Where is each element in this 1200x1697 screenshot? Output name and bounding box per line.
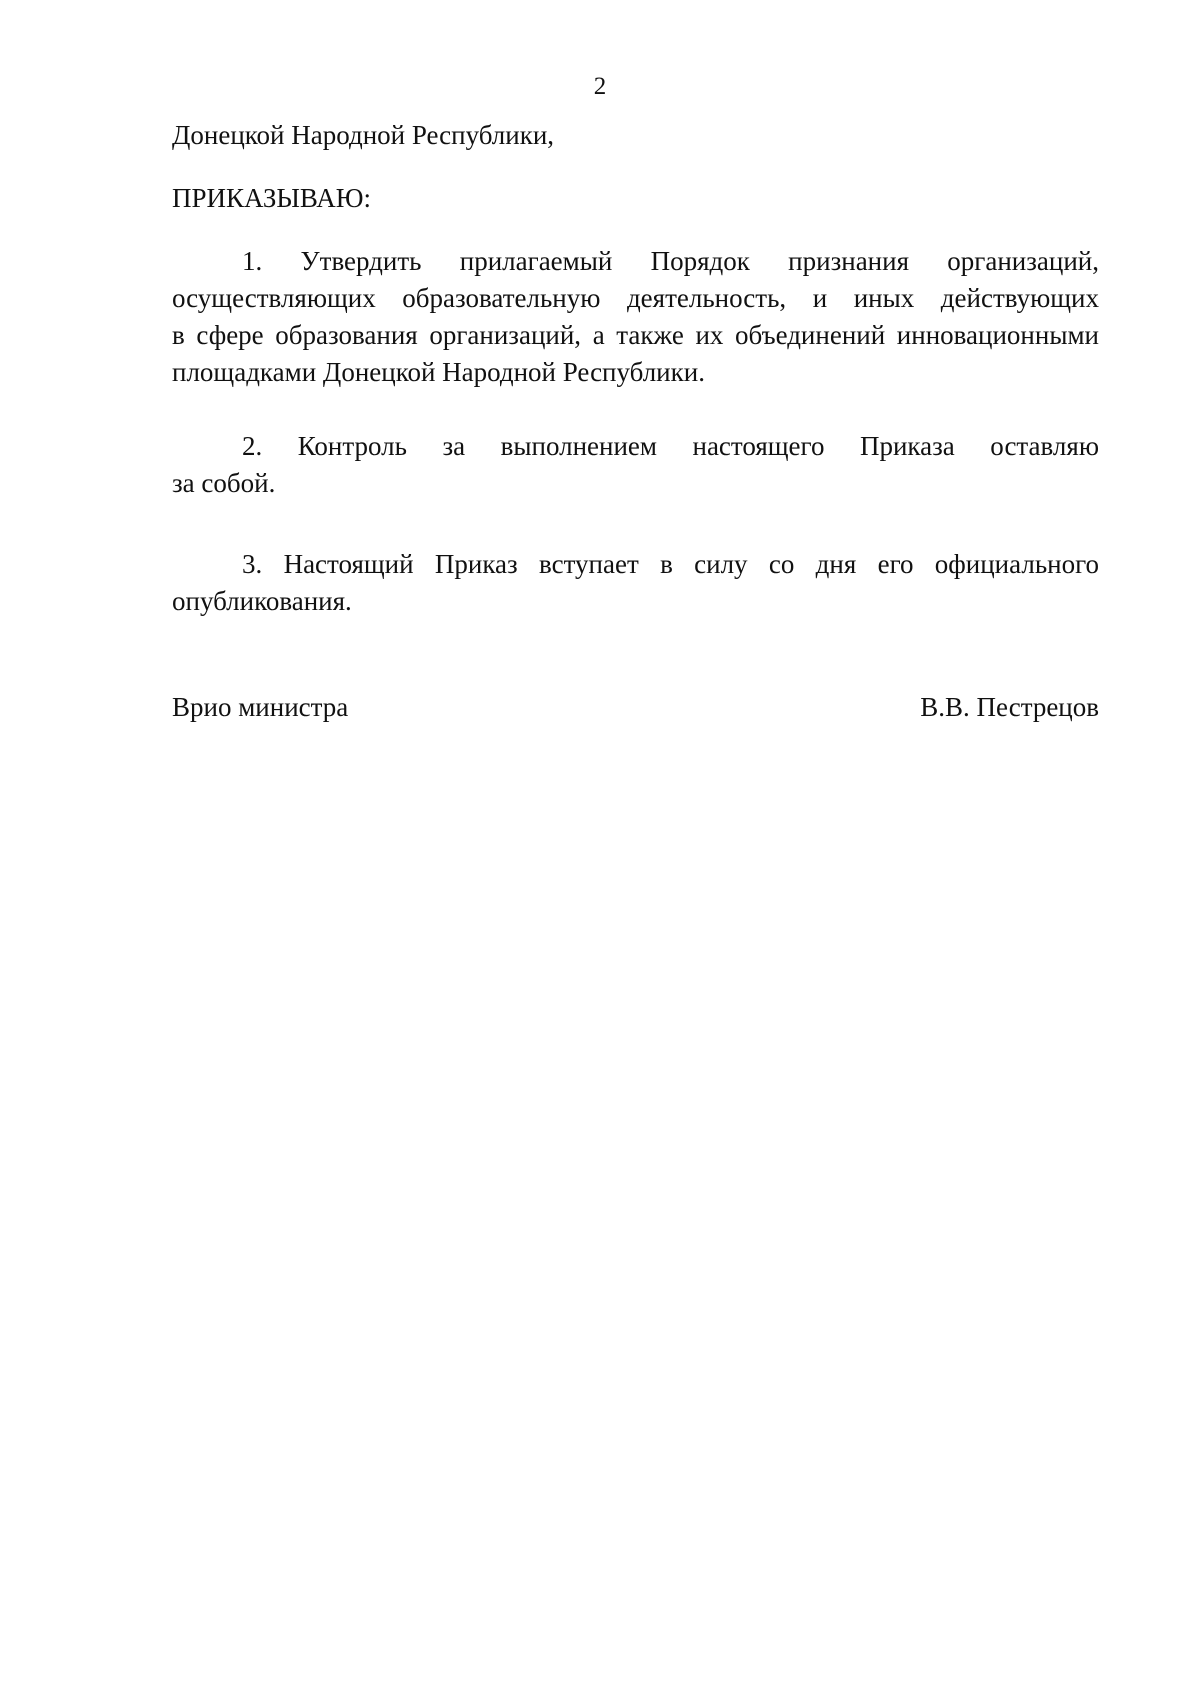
order-item-1-line-3: в сфере образования организаций, а также их объединений инновационными (172, 320, 1099, 350)
signatory-name: В.В. Пестрецов (920, 692, 1099, 722)
order-item-3 (172, 546, 1099, 620)
order-item-3-line-2: опубликования. (172, 586, 352, 616)
order-item-1-line-1: 1. Утвердить прилагаемый Порядок признания организаций, (242, 246, 1099, 276)
order-heading: ПРИКАЗЫВАЮ: (172, 183, 371, 213)
intro-line: Донецкой Народной Республики, (172, 120, 555, 150)
signatory-position: Врио министра (172, 692, 349, 722)
order-item-3-line-1: 3. Настоящий Приказ вступает в силу со дня его официального (242, 549, 1099, 579)
signature-block (172, 689, 1099, 725)
order-item-2-line-2: за собой. (172, 468, 276, 498)
order-item-1-line-2: осуществляющих образовательную деятельность, и иных действующих (172, 283, 1099, 313)
order-item-2 (172, 428, 1099, 502)
page-number: 2 (593, 73, 607, 100)
order-item-1-line-4: площадками Донецкой Народной Республики. (172, 357, 705, 387)
order-item-2-line-1: 2. Контроль за выполнением настоящего Приказа оставляю (242, 431, 1099, 461)
order-item-1 (172, 243, 1099, 391)
